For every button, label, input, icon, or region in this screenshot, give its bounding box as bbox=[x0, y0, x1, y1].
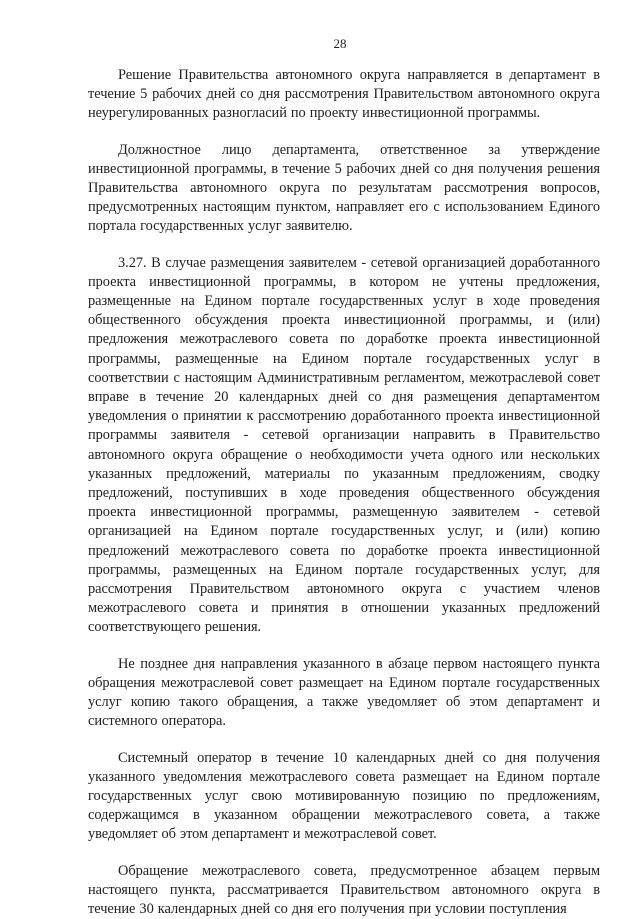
paragraph: Должностное лицо департамента, ответственное за утверждение инвестиционной программы, в течение 5 рабочих дней со дня получения решения Правительства автономного округа по результатам рассмотрения вопросов, предусмотренных настоящим пунктом, направляет его с использованием Единого портала государственных услуг заявителю. bbox=[88, 141, 600, 235]
paragraph: 3.27. В случае размещения заявителем - сетевой организацией доработанного проекта инвестиционной программы, в котором не учтены предложения, размещенные на Едином портале государственных услуг в ходе проведения общественного обсуждения проекта инвестиционной программы, и (или) предложения межотраслевого совета по доработке проекта инвестиционной программы, размещенные на Едином портале государственных услуг в соответствии с настоящим Административным регламентом, межотраслевой совет вправе в течение 20 календарных дней со дня размещения департаментом уведомления о принятии к рассмотрению доработанного проекта инвестиционной программы заявителя - сетевой организации направить в Правительство автономного округа обращение о необходимости учета одного или нескольких указанных предложений, материалы по указанным предложениям, сводку предложений, поступивших в ходе проведения общественного обсуждения проекта инвестиционной программы, размещенную заявителем - сетевой организацией на Едином портале государственных услуг, и (или) копию предложений межотраслевого совета по доработке проекта инвестиционной программы, размещенных на Едином портале государственных услуг, для рассмотрения Правительством автономного округа с участием членов межотраслевого совета и принятия в отношении указанных предложений соответствующего решения. bbox=[88, 254, 600, 636]
paragraph: Обращение межотраслевого совета, предусмотренное абзацем первым настоящего пункта, рассматривается Правительством автономного округа в течение 30 календарных дней со дня его получения при условии поступления bbox=[88, 862, 600, 917]
paragraph: Не позднее дня направления указанного в абзаце первом настоящего пункта обращения межотраслевой совет размещает на Едином портале государственных услуг копию такого обращения, а также уведомляет об этом департамент и системного оператора. bbox=[88, 655, 600, 730]
page-number: 28 bbox=[333, 36, 347, 51]
paragraph: Системный оператор в течение 10 календарных дней со дня получения указанного уведомления межотраслевого совета размещает на Едином портале государственных услуг свою мотивированную позицию по предложениям, содержащимся в указанном обращении межотраслевого совета, а также уведомляет об этом департамент и межотраслевой совет. bbox=[88, 749, 600, 843]
paragraph: Решение Правительства автономного округа направляется в департамент в течение 5 рабочих дней со дня рассмотрения Правительством автономного округа неурегулированных разногласий по проекту инвестиционной программы. bbox=[88, 67, 600, 122]
